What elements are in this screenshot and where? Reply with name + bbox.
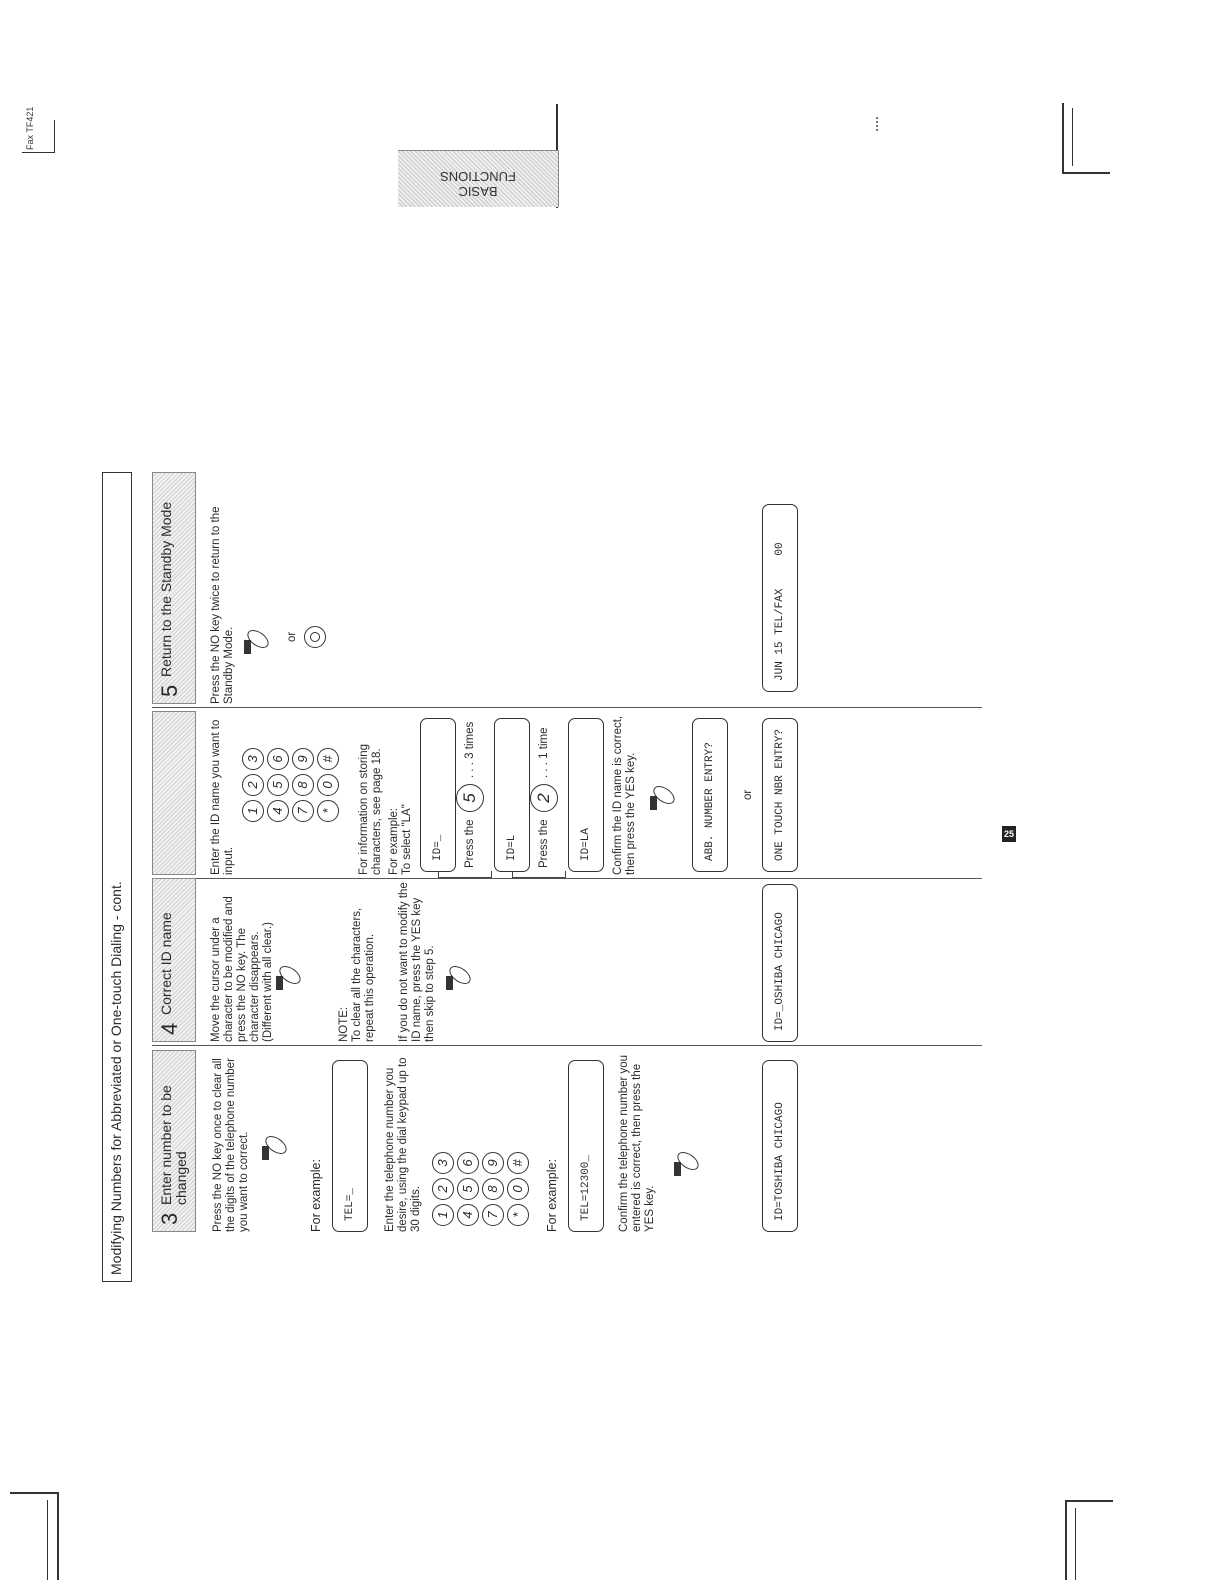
key-7: 7 — [482, 1204, 504, 1226]
crop-mark — [1072, 108, 1073, 166]
fax-model-tag — [22, 106, 55, 153]
key-4: 4 — [457, 1204, 479, 1226]
scan-artifact — [876, 117, 888, 131]
step3-heading: Enter number to be changed — [158, 1085, 189, 1205]
no-key-label-icon — [244, 640, 251, 654]
step5-lcd: JUN 15 TEL/FAX 00 — [762, 504, 798, 692]
key-8: 8 — [482, 1178, 504, 1200]
key-4: 4 — [267, 800, 289, 822]
step3-lcd-1: TEL=_ — [332, 1060, 368, 1232]
key-7: 7 — [292, 800, 314, 822]
step4b-lcd-3: ID=LA — [568, 718, 604, 872]
key-6: 6 — [267, 748, 289, 770]
yes-key-label-icon — [674, 1162, 681, 1176]
key-5: 5 — [267, 774, 289, 796]
key-5: 5 — [457, 1178, 479, 1200]
step4b-header — [152, 711, 196, 875]
no-key-label-icon — [262, 1146, 269, 1160]
step4b-lcd-2: ID=L — [494, 718, 530, 872]
key-9: 9 — [292, 748, 314, 770]
key-star: * — [507, 1204, 529, 1226]
key-6: 6 — [457, 1152, 479, 1174]
step3-lcd-3: ID=TOSHIBA CHICAGO — [762, 1060, 798, 1232]
step4-note-label: NOTE: — [338, 1006, 350, 1042]
yes-key-label-icon — [650, 796, 657, 810]
step4b-times-1: . . . 3 times — [464, 721, 476, 778]
key-hash: # — [507, 1152, 529, 1174]
page-number: 25 — [1002, 826, 1016, 842]
key-9: 9 — [482, 1152, 504, 1174]
key-8: 8 — [292, 774, 314, 796]
key-0: 0 — [317, 774, 339, 796]
key-1: 1 — [242, 800, 264, 822]
section-tab — [398, 150, 559, 207]
fax-model-label: Fax TF421 — [25, 106, 35, 150]
step4-heading: Correct ID name — [158, 912, 174, 1015]
step4b-example-label: For example: — [388, 807, 400, 875]
step3-lcd-2: TEL=12300_ — [568, 1060, 604, 1232]
step4b-times-2: . . . 1 time — [538, 727, 550, 778]
step3-example-label-2: For example: — [545, 1159, 559, 1232]
section-tab-label: BASIC FUNCTIONS — [440, 169, 516, 199]
key-2: 2 — [530, 784, 558, 812]
manual-page-content — [102, 472, 982, 1282]
step3-text2: Enter the telephone number you desire, using the dial keypad up to 30 digits. — [384, 1057, 422, 1232]
step4b-text1: Enter the ID name you want to input. — [210, 719, 235, 875]
key-2: 2 — [242, 774, 264, 796]
step5-heading: Return to the Standby Mode — [158, 501, 174, 677]
column-divider — [152, 707, 982, 708]
step4b-info: For information on storing characters, see page 18. — [358, 743, 383, 875]
step4-text1: Move the cursor under a character to be modified and press the NO key. The character disappears. (Different with all clear.) — [210, 896, 274, 1042]
step4b-text2: Confirm the ID name is correct, then press the YES key. — [612, 715, 637, 875]
yes-key-label-icon — [446, 976, 453, 990]
step3-header — [152, 1050, 196, 1232]
column-divider — [152, 878, 982, 879]
step4-header — [152, 878, 196, 1042]
key-3: 3 — [242, 748, 264, 770]
step4-number: 4 — [157, 1022, 182, 1035]
step4b-lcd-5: ONE TOUCH NBR ENTRY? — [762, 718, 798, 872]
crop-mark — [47, 1500, 48, 1580]
key-1: 1 — [432, 1204, 454, 1226]
crop-mark — [1062, 172, 1110, 174]
key-5: 5 — [456, 784, 484, 812]
step5-or: or — [286, 631, 298, 642]
step5-header — [152, 472, 196, 704]
no-key-label-icon — [276, 976, 283, 990]
step3-example-label: For example: — [309, 1159, 323, 1232]
step3-text3: Confirm the telephone number you entered is correct, then press the YES key. — [618, 1054, 656, 1232]
step4b-press-1: Press the — [464, 819, 476, 868]
key-hash: # — [317, 748, 339, 770]
step4b-or: or — [742, 789, 754, 800]
crop-mark — [1065, 1500, 1067, 1580]
step4b-example-text: To select "LA" — [401, 804, 413, 875]
crop-mark — [57, 1492, 59, 1580]
page-title: Modifying Numbers for Abbreviated or One-touch Dialing - cont. — [102, 472, 132, 1282]
step-bracket — [438, 871, 492, 878]
crop-mark — [1062, 103, 1064, 173]
step3-number: 3 — [157, 1212, 182, 1225]
step5-number: 5 — [157, 684, 182, 697]
stop-key-icon — [304, 626, 326, 648]
key-star: * — [317, 800, 339, 822]
crop-mark — [1075, 1508, 1076, 1580]
step4-lcd: ID=_OSHIBA CHICAGO — [762, 884, 798, 1042]
step4b-lcd-4: ABB. NUMBER ENTRY? — [692, 718, 728, 872]
key-0: 0 — [507, 1178, 529, 1200]
step4-note: To clear all the characters, repeat this operation. — [351, 907, 376, 1042]
step5-text1: Press the NO key twice to return to the Standby Mode. — [210, 506, 235, 704]
step4b-press-2: Press the — [538, 819, 550, 868]
key-2: 2 — [432, 1178, 454, 1200]
step-bracket — [512, 871, 566, 878]
crop-mark — [10, 1492, 58, 1494]
key-3: 3 — [432, 1152, 454, 1174]
column-divider — [152, 1045, 982, 1046]
step4b-lcd-1: ID=_ — [420, 718, 456, 872]
step4-text2: If you do not want to modify the ID name, press the YES key then skip to step 5. — [398, 882, 436, 1042]
crop-mark — [1065, 1500, 1113, 1502]
step3-text1: Press the NO key once to clear all the digits of the telephone number you want to correct. — [212, 1058, 250, 1232]
